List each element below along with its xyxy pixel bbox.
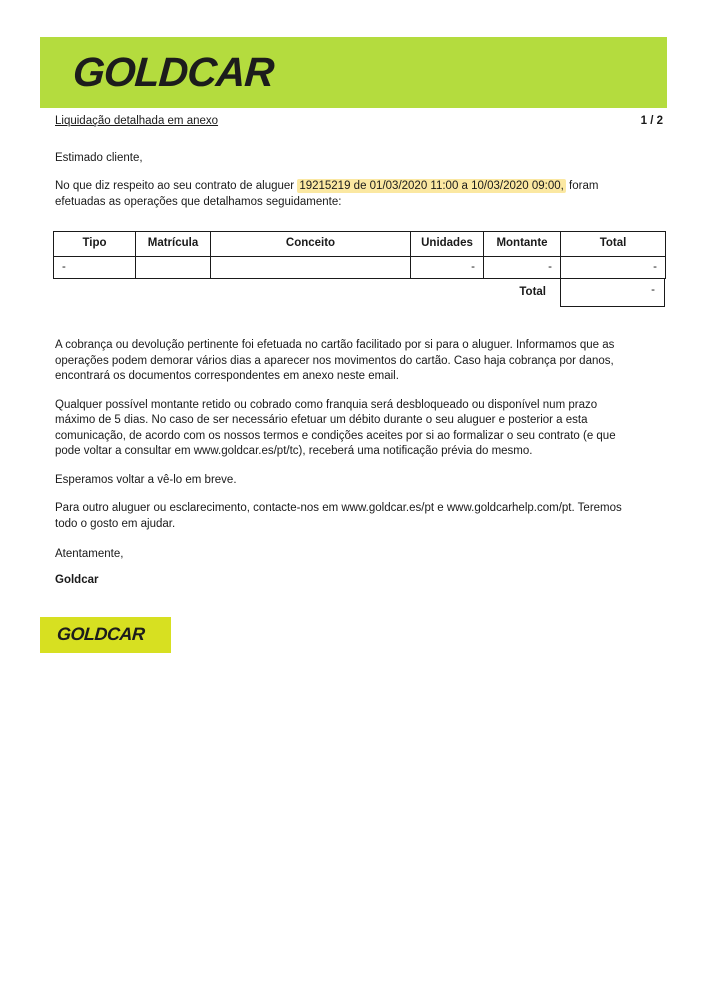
footer-logo-banner <box>40 617 171 653</box>
footer-goldcar-logo: GOLDCAR <box>56 624 146 645</box>
intro-text-after: foram efetuadas as operações que detalhamos seguidamente: <box>55 180 599 208</box>
intro-paragraph <box>55 179 633 210</box>
cell-total: - <box>561 257 666 279</box>
col-header-montante: Montante <box>484 232 561 257</box>
total-label: Total <box>519 286 546 298</box>
signature-name: Goldcar <box>55 573 99 586</box>
paragraph-see-you: Esperamos voltar a vê-lo em breve. <box>55 473 237 486</box>
goldcar-logo: GOLDCAR <box>71 48 275 95</box>
col-header-unidades: Unidades <box>411 232 484 257</box>
table-total-row <box>53 279 665 307</box>
header-banner <box>40 37 667 108</box>
operations-table <box>53 231 666 279</box>
col-header-total: Total <box>561 232 666 257</box>
paragraph-charge: A cobrança ou devolução pertinente foi efetuada no cartão facilitado por si para o aluguer. Informamos que as operações podem demorar vários dias a aparecer nos movimentos do cartão. Caso haja cobrança por danos, encontrará os documentos correspondentes em anexo neste email. <box>55 339 615 382</box>
col-header-tipo: Tipo <box>54 232 136 257</box>
cell-tipo: - <box>54 257 136 279</box>
subject-row <box>55 114 663 130</box>
page-indicator: 1 / 2 <box>640 115 663 127</box>
col-header-matricula: Matrícula <box>136 232 211 257</box>
table-row <box>54 257 666 279</box>
operations-table-wrap <box>53 231 665 307</box>
intro-text-before: No que diz respeito ao seu contrato de aluguer <box>55 180 298 192</box>
cell-matricula <box>136 257 211 279</box>
col-header-conceito: Conceito <box>211 232 411 257</box>
contract-highlight: 19215219 de 01/03/2020 11:00 a 10/03/2020 09:00, <box>299 180 564 192</box>
table-header-row <box>54 232 666 257</box>
closing-text: Atentamente, <box>55 548 124 560</box>
subject-line: Liquidação detalhada em anexo <box>55 115 219 127</box>
cell-conceito <box>211 257 411 279</box>
greeting-text: Estimado cliente, <box>55 151 143 164</box>
paragraph-contact: Para outro aluguer ou esclarecimento, contacte-nos em www.goldcar.es/pt e www.goldcarhelp.com/pt. Teremos todo o gosto em ajudar. <box>55 502 622 530</box>
total-value: - <box>560 279 665 307</box>
paragraph-deposit: Qualquer possível montante retido ou cobrado como franquia será desbloqueado ou disponível num prazo máximo de 5 dias. No caso de ser necessário efetuar um débito durante o seu aluguer e posterior a esta comunicação, de acordo com os nossos termos e condições aceites por si ao formalizar o seu contrato (e que pode voltar a consultar em www.goldcar.es/pt/tc), receberá uma notificação prévia do mesmo. <box>55 398 616 457</box>
cell-unidades: - <box>411 257 484 279</box>
cell-montante: - <box>484 257 561 279</box>
